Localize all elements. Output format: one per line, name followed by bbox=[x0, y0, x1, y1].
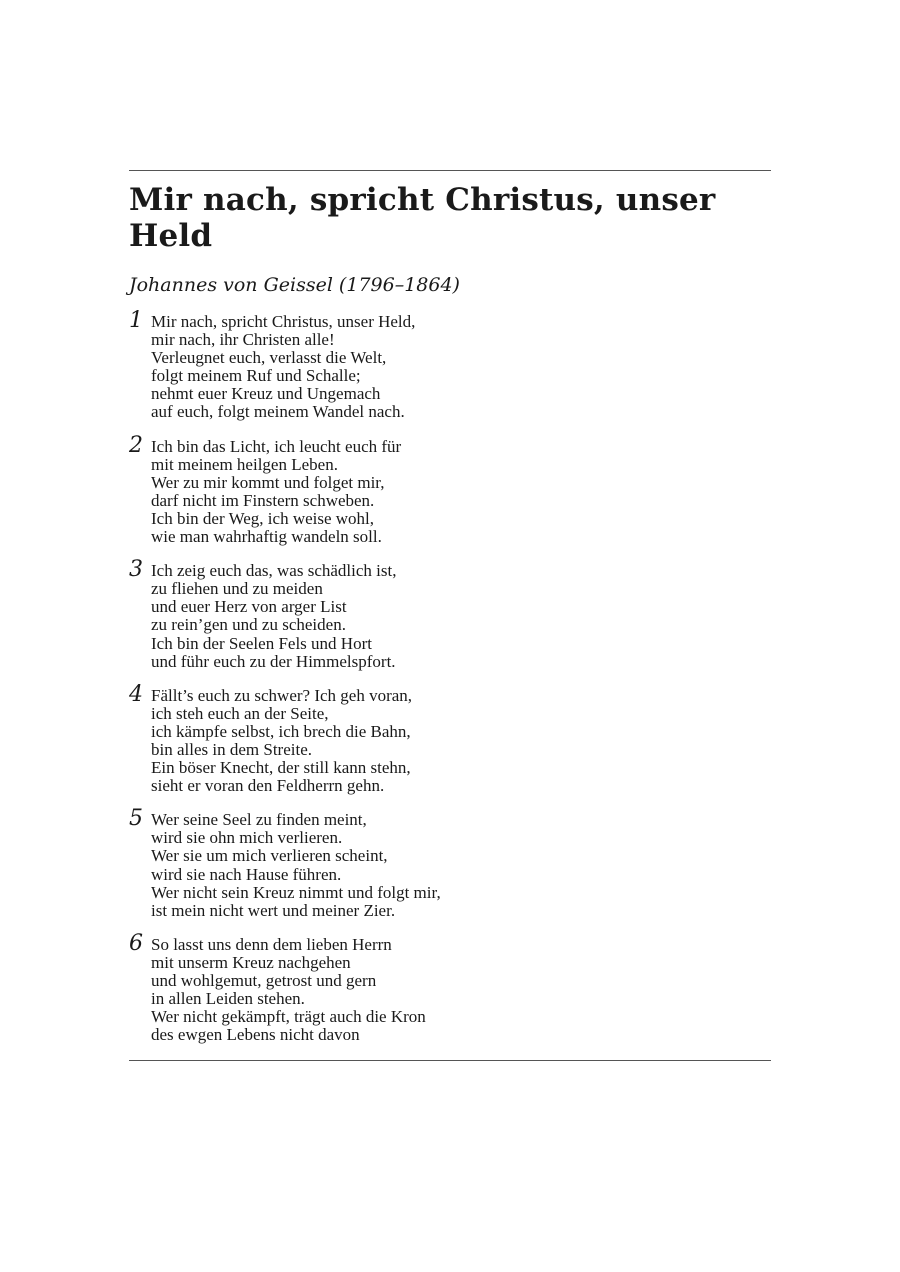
verse bbox=[129, 432, 771, 547]
verse-line: mit unserm Kreuz nachgehen bbox=[151, 952, 351, 972]
verse bbox=[129, 557, 771, 671]
verse-line: folgt meinem Ruf und Schalle; bbox=[151, 366, 361, 386]
verse-line: Wer nicht sein Kreuz nimmt und folgt mir, bbox=[151, 882, 441, 902]
top-rule bbox=[129, 170, 771, 171]
verse-line: und wohlgemut, getrost und gern bbox=[151, 971, 377, 990]
verse-line: Ich bin der Weg, ich weise wohl, bbox=[151, 508, 375, 528]
verse-line: bin alles in dem Streite. bbox=[151, 739, 312, 759]
verse-line: Ich bin der Seelen Fels und Hort bbox=[151, 633, 372, 653]
verse-line: wie man wahrhaftig wandeln soll. bbox=[151, 527, 382, 547]
verse bbox=[129, 930, 771, 1045]
verse-line: sieht er voran den Feldherrn gehn. bbox=[151, 776, 385, 796]
verse-line: und euer Herz von arger List bbox=[151, 597, 347, 617]
verse-line: Ich zeig euch das, was schädlich ist, bbox=[151, 561, 397, 581]
verse-list bbox=[129, 308, 771, 1045]
hymn-page bbox=[129, 170, 771, 1061]
verse-line: So lasst uns denn dem lieben Herrn bbox=[151, 934, 392, 954]
verse-number: 5 bbox=[129, 806, 143, 832]
bottom-rule bbox=[129, 1060, 771, 1061]
verse-number: 2 bbox=[129, 432, 143, 458]
verse-line: Fällt’s euch zu schwer? Ich geh voran, bbox=[151, 685, 413, 705]
verse-line: Verleugnet euch, verlasst die Welt, bbox=[151, 348, 387, 368]
verse-line: des ewgen Lebens nicht davon bbox=[151, 1025, 360, 1045]
verse-line: zu fliehen und zu meiden bbox=[151, 579, 323, 599]
verse-line: ich kämpfe selbst, ich brech die Bahn, bbox=[151, 721, 411, 741]
verse-line: Wer sie um mich verlieren scheint, bbox=[151, 846, 388, 866]
verse-line: wird sie ohn mich verlieren. bbox=[151, 828, 343, 848]
verse-line: zu rein’gen und zu scheiden. bbox=[151, 615, 346, 635]
verse-line: Ein böser Knecht, der still kann stehn, bbox=[151, 758, 411, 778]
verse-line: Wer nicht gekämpft, trägt auch die Kron bbox=[151, 1007, 426, 1027]
verse-line: darf nicht im Finstern schweben. bbox=[151, 490, 375, 510]
verse-number: 6 bbox=[129, 930, 143, 956]
verse-number: 1 bbox=[129, 308, 143, 333]
verse-line: mir nach, ihr Christen alle! bbox=[151, 330, 335, 350]
verse-line: ist mein nicht wert und meiner Zier. bbox=[151, 900, 396, 920]
verse-number: 4 bbox=[129, 681, 143, 707]
verse-line: ich steh euch an der Seite, bbox=[151, 703, 329, 723]
hymn-title: Mir nach, spricht Christus, unser Held bbox=[129, 182, 716, 254]
verse bbox=[129, 681, 771, 796]
verse-number: 3 bbox=[129, 557, 143, 583]
verse bbox=[129, 806, 771, 920]
verse-line: Wer seine Seel zu finden meint, bbox=[151, 810, 367, 830]
verse-line: Mir nach, spricht Christus, unser Held, bbox=[151, 312, 416, 331]
hymn-author: Johannes von Geissel (1796–1864) bbox=[129, 274, 460, 296]
verse-line: nehmt euer Kreuz und Ungemach bbox=[151, 384, 381, 404]
verse-line: Wer zu mir kommt und folget mir, bbox=[151, 472, 385, 492]
verse-line: mit meinem heilgen Leben. bbox=[151, 454, 338, 474]
verse-line: wird sie nach Hause führen. bbox=[151, 864, 342, 884]
verse bbox=[129, 308, 771, 422]
verse-line: in allen Leiden stehen. bbox=[151, 989, 305, 1009]
verse-line: und führ euch zu der Himmelspfort. bbox=[151, 651, 396, 671]
verse-line: Ich bin das Licht, ich leucht euch für bbox=[151, 436, 402, 456]
verse-line: auf euch, folgt meinem Wandel nach. bbox=[151, 402, 405, 422]
